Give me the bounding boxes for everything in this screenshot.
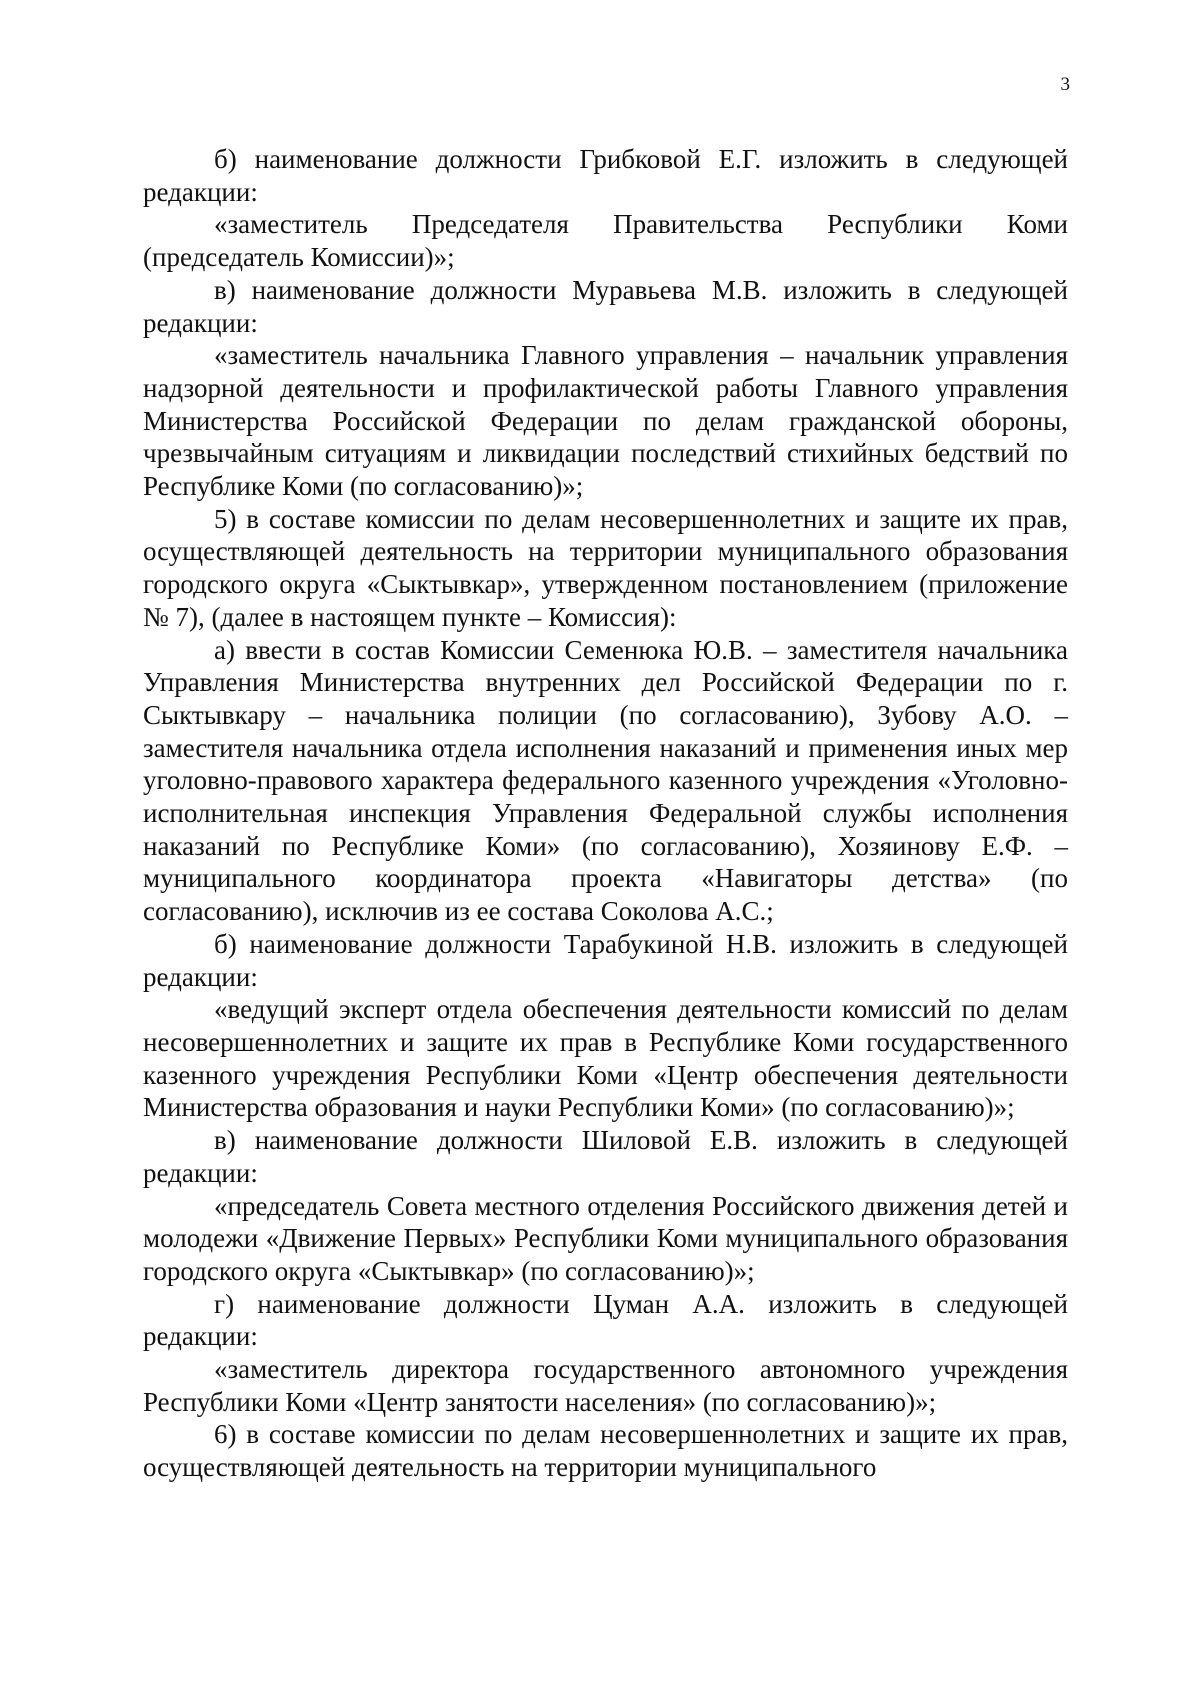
paragraph-tarabukina-new-title: «ведущий эксперт отдела обеспечения деятельности комиссий по делам несовершеннолетних и защите их прав в Республике Коми государственного казенного учреждения Республики Коми «Центр обеспечения деятельности Министерства образования и науки Республики Коми» (по согласованию)»; — [143, 994, 1068, 1123]
paragraph-g-tsuman: г) наименование должности Цуман А.А. изложить в следующей редакции: — [143, 1288, 1068, 1352]
document-body — [143, 143, 1068, 1484]
paragraph-tsuman-new-title: «заместитель директора государственного автономного учреждения Республики Коми «Центр занятости населения» (по согласованию)»; — [143, 1354, 1068, 1417]
paragraph-v-shilova: в) наименование должности Шиловой Е.В. изложить в следующей редакции: — [143, 1125, 1068, 1188]
paragraph-b-tarabukina: б) наименование должности Тарабукиной Н.В. изложить в следующей редакции: — [143, 928, 1068, 992]
paragraph-shilova-new-title: «председатель Совета местного отделения Российского движения детей и молодежи «Движение Первых» Республики Коми муниципального образования городского округа «Сыктывкар» (по согласованию)»; — [143, 1190, 1068, 1286]
paragraph-a-add-members: а) ввести в состав Комиссии Семенюка Ю.В. – заместителя начальника Управления Министерства внутренних дел Российской Федерации по г. Сыктывкару – начальника полиции (по согласованию), Зубову А.О. – заместителя начальника отдела исполнения наказаний и применения иных мер уголовно-правового характера федерального казенного учреждения «Уголовно-исполнительная инспекция Управления Федеральной службы исполнения наказаний по Республике Коми» (по согласованию), Хозяинову Е.Ф. – муниципального координатора проекта «Навигаторы детства» (по согласованию), исключив из ее состава Соколова А.С.; — [143, 634, 1068, 927]
paragraph-muravyev-new-title: «заместитель начальника Главного управления – начальник управления надзорной деятельности и профилактической работы Главного управления Министерства Российской Федерации по делам гражданской обороны, чрезвычайным ситуациям и ликвидации последствий стихийных бедствий по Республике Коми (по согласованию)»; — [143, 340, 1068, 502]
paragraph-item-5: 5) в составе комиссии по делам несовершеннолетних и защите их прав, осуществляющей деятельность на территории муниципального образования городского округа «Сыктывкар», утвержденном постановлением (приложение № 7), (далее в настоящем пункте – Комиссия): — [143, 503, 1068, 632]
page-number: 3 — [1060, 74, 1070, 95]
paragraph-gribkova-new-title: «заместитель Председателя Правительства Республики Коми (председатель Комиссии)»; — [143, 209, 1068, 273]
paragraph-b-gribkova: б) наименование должности Грибковой Е.Г. изложить в следующей редакции: — [143, 144, 1068, 207]
paragraph-v-muravyev: в) наименование должности Муравьева М.В. изложить в следующей редакции: — [143, 274, 1068, 338]
paragraph-item-6: 6) в составе комиссии по делам несовершеннолетних и защите их прав, осуществляющей деятельность на территории муниципального — [143, 1419, 1068, 1483]
